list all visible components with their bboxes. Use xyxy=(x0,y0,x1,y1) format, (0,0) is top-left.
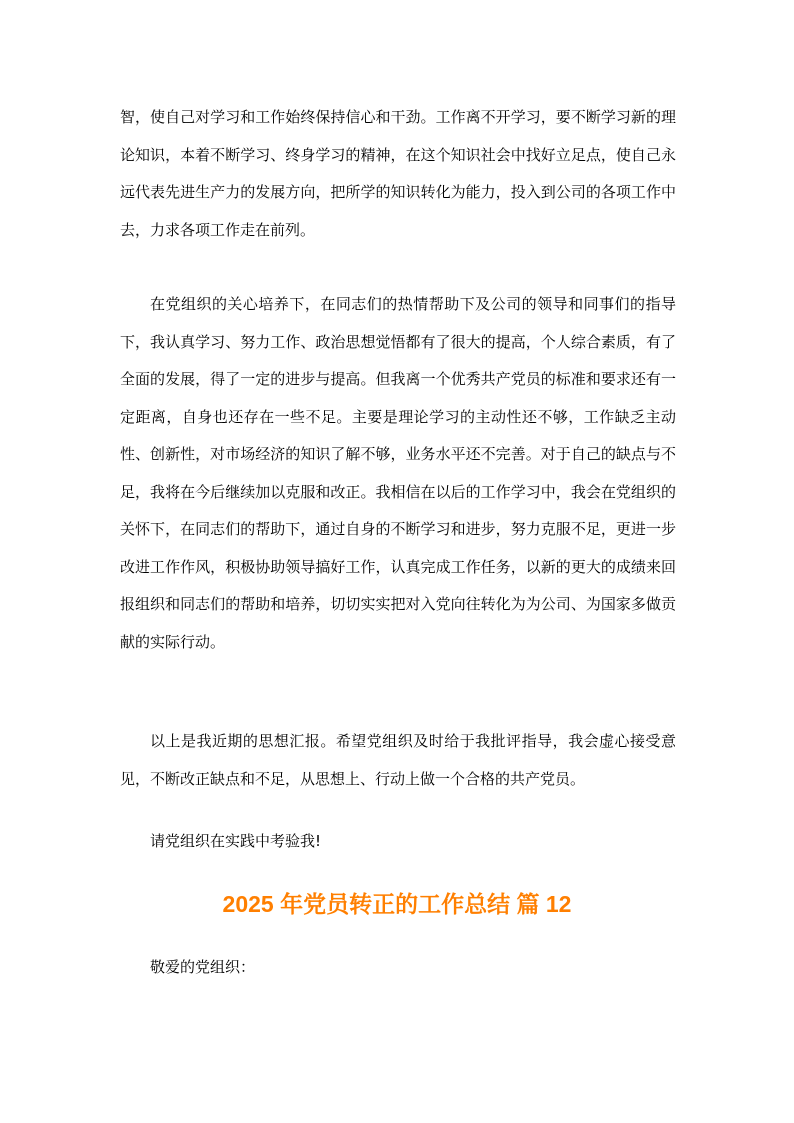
section-heading: 2025 年党员转正的工作总结 篇 12 xyxy=(222,891,572,917)
body-paragraph: 在党组织的关心培养下，在同志们的热情帮助下及公司的领导和同事们的指导下，我认真学习、努力工作、政治思想觉悟都有了很大的提高，个人综合素质，有了全面的发展，得了一定的进步与提高。但我离一个优秀共产党员的标准和要求还有一定距离，自身也还存在一些不足。主要是理论学习的主动性还不够，工作缺乏主动性、创新性，对市场经济的知识了解不够，业务水平还不完善。对于自己的缺点与不足，我将在今后继续加以克服和改正。我相信在以后的工作学习中，我会在党组织的关怀下，在同志们的帮助下，通过自身的不断学习和进步，努力克服不足，更进一步改进工作作风，积极协助领导搞好工作，认真完成工作任务，以新的更大的成绩来回报组织和同志们的帮助和培养，切切实实把对入党向往转化为为公司、为国家多做贡献的实际行动。 xyxy=(120,295,676,651)
body-paragraph: 请党组织在实践中考验我! xyxy=(150,832,322,850)
body-paragraph: 智，使自己对学习和工作始终保持信心和干劲。工作离不开学习，要不断学习新的理论知识，本着不断学习、终身学习的精神，在这个知识社会中找好立足点，使自己永远代表先进生产力的发展方向，把所学的知识转化为能力，投入到公司的各项工作中去，力求各项工作走在前列。 xyxy=(120,108,676,239)
salutation: 敬爱的党组织： xyxy=(150,958,256,976)
body-paragraph: 以上是我近期的思想汇报。希望党组织及时给于我批评指导，我会虚心接受意见，不断改正缺点和不足，从思想上、行动上做一个合格的共产党员。 xyxy=(120,732,676,788)
